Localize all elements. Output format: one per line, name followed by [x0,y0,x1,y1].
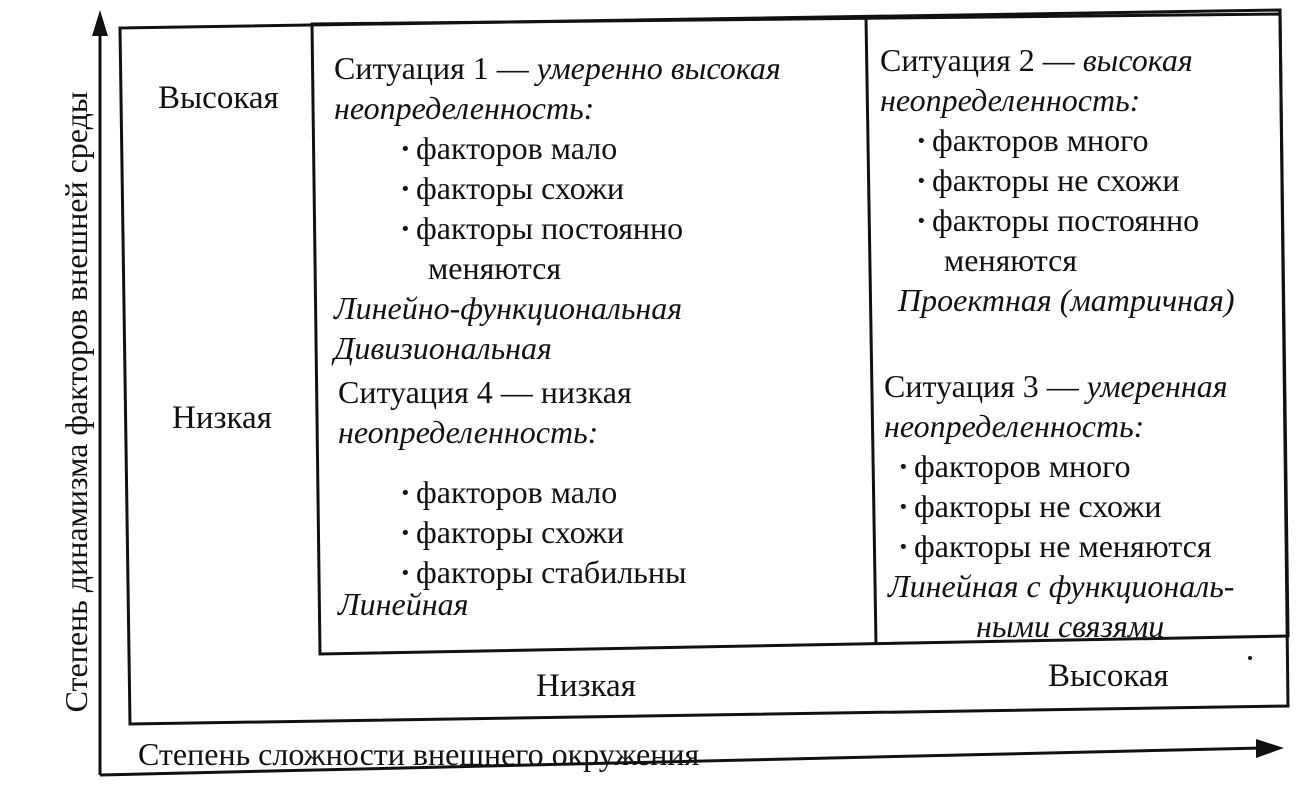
vertical-divider [866,17,876,645]
s2-item-3: · факторы постоянно [932,200,1235,240]
x-axis-label: Степень сложности внешнего окружения [138,736,700,772]
s1-title-em: умеренно высокая [536,50,781,86]
s2-subtitle: неопределенность: [880,82,1141,118]
x-axis-arrowhead [1256,739,1284,758]
s2-title-em: высокая [1082,42,1193,78]
y-axis-low: Низкая [172,400,272,436]
s1-item-3-cont: меняются [428,250,562,286]
s4-structure: Линейная [338,586,469,622]
s3-structure-1: Линейная с функциональ- [888,568,1235,604]
s1-title: Ситуация 1 — [334,50,529,86]
s1-item-1: · факторов мало [416,128,781,168]
s4-item-1: · факторов мало [416,472,687,512]
s3-structure-2: ными связями [976,608,1165,644]
s2-item-2: · факторы не схожи [932,160,1235,200]
s3-item-3: · факторы не меняются [914,526,1234,566]
s4-title: Ситуация 4 — низкая [338,374,632,410]
x-axis-low: Низкая [536,668,636,704]
s1-structure-2: Дивизиональная [334,330,552,366]
y-axis-arrowhead [92,10,108,36]
s4-item-3: · факторы стабильны [416,552,687,592]
s3-item-1: · факторов много [914,446,1234,486]
cell-situation-3 [884,366,1234,646]
cell-situation-1 [334,48,781,368]
speck-mark [1248,656,1252,660]
s3-title-line [884,366,1234,406]
s1-item-3: · факторы постоянно [416,208,781,248]
s3-subtitle: неопределенность: [884,408,1145,444]
cell-situation-2 [880,40,1235,320]
s1-structure-1: Линейно-функциональная [334,290,683,326]
s3-item-2: · факторы не схожи [914,486,1234,526]
s2-title: Ситуация 2 — [880,42,1075,78]
s4-item-2: · факторы схожи [416,512,687,552]
x-axis-high: Высокая [1048,658,1169,694]
s2-structure: Проектная (матричная) [898,282,1235,318]
y-axis-high: Высокая [158,80,279,116]
s2-item-1: · факторов много [932,120,1235,160]
cell-situation-4 [338,372,687,624]
s1-item-2: · факторы схожи [416,168,781,208]
s1-subtitle: неопределенность: [334,90,595,126]
s3-title-em: умеренная [1086,368,1228,404]
s3-title: Ситуация 3 — [884,368,1079,404]
s1-title-line [334,48,781,88]
s2-title-line [880,40,1235,80]
s4-subtitle: неопределенность: [338,414,599,450]
y-axis-label: Степень динамизма факторов внешней среды [58,91,94,713]
s2-item-3-cont: меняются [944,242,1078,278]
